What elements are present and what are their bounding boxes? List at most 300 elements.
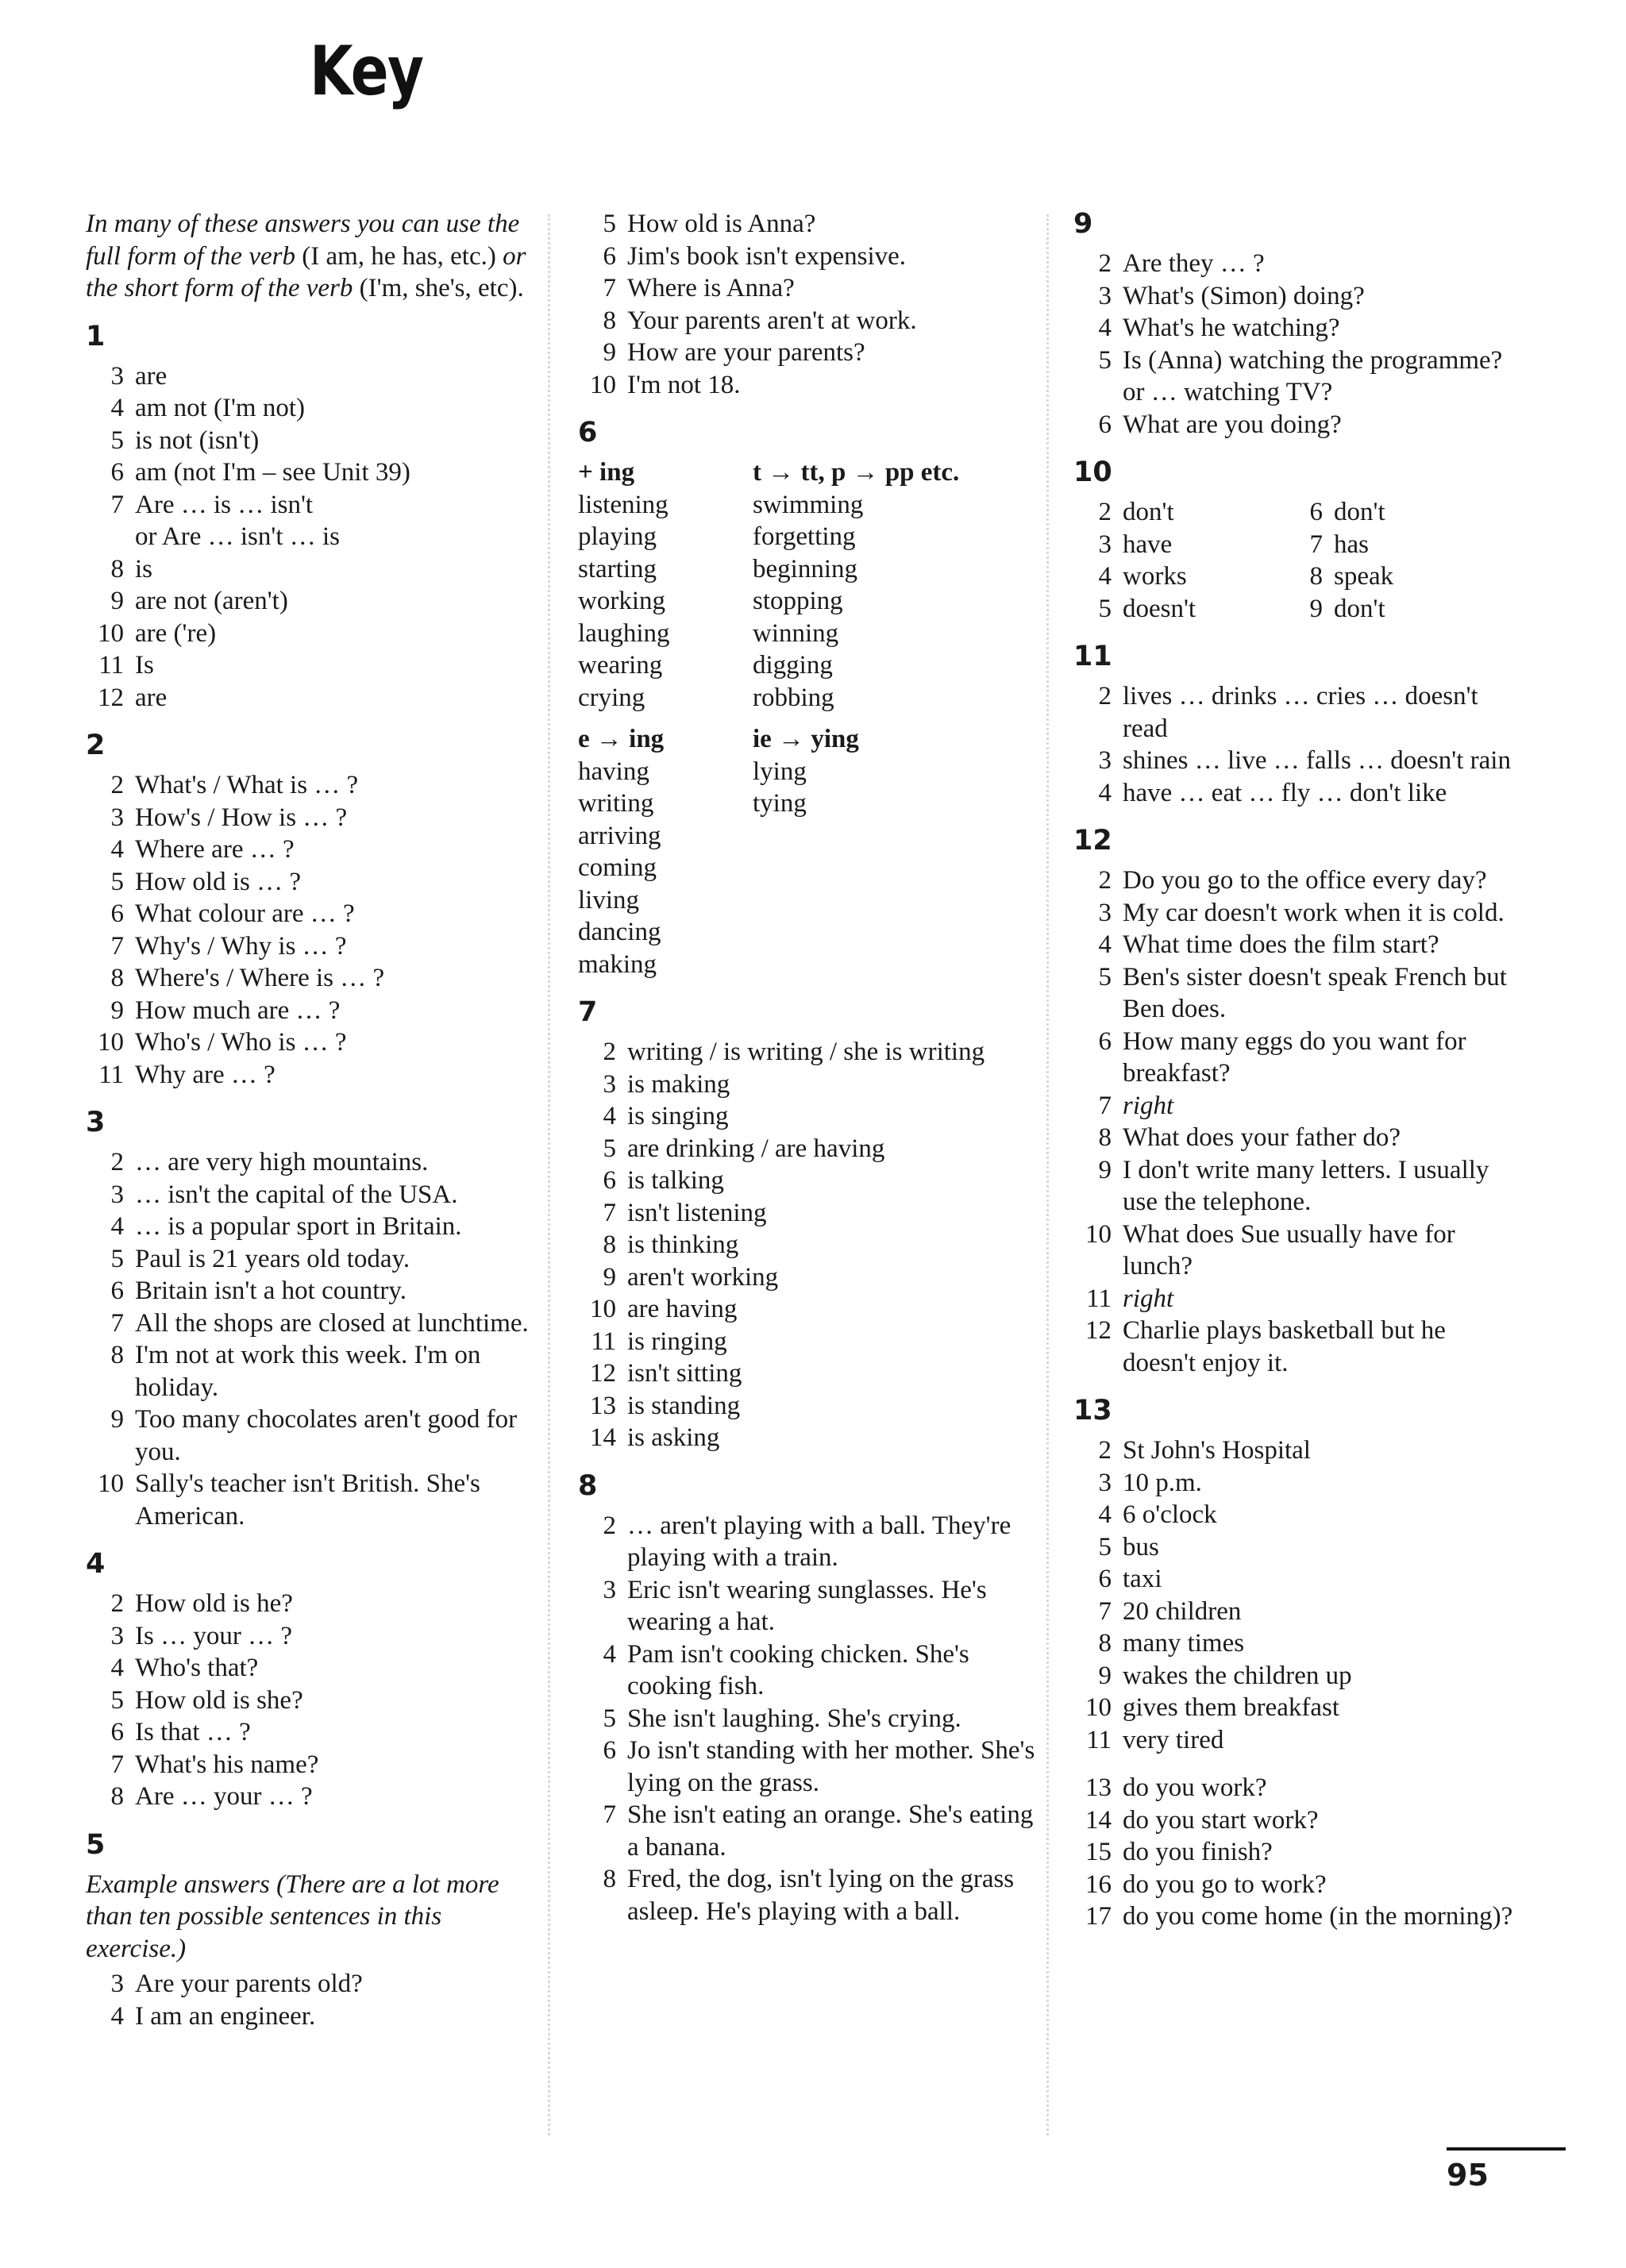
answer-item [1073,1836,1518,1869]
spelling-word: wearing [578,651,663,680]
answer-number: 10 [590,370,616,399]
answer-number: 2 [1098,1436,1112,1465]
answer-text: do you go to work? [1123,1869,1327,1899]
answer-text: Are they … ? [1123,249,1265,278]
answer-item [1073,1724,1518,1757]
spelling-word: lying [753,757,807,786]
answer-item [86,1211,530,1243]
answer-text: Is … your … ? [135,1621,292,1650]
section-heading-8: 8 [578,1469,598,1502]
column-2 [578,208,1046,1927]
answer-text: Is (Anna) watching the programme? or … watching TV? [1123,345,1503,406]
section-2-list [86,769,530,1091]
answer-number: 14 [1085,1805,1112,1835]
answer-item [1073,1315,1518,1379]
answer-item [1073,1531,1518,1564]
answer-text: … aren't playing with a ball. They're playing with a train. [627,1511,1011,1572]
answer-item [1073,1692,1518,1724]
answer-item [86,521,530,553]
answer-item [578,208,1046,241]
answer-number: 3 [110,803,124,832]
section-heading-3: 3 [86,1107,106,1138]
answer-item [578,1229,1046,1261]
answer-number: 10 [590,1295,616,1323]
answer-number: 8 [603,1230,616,1259]
answer-item [1073,280,1518,313]
answer-number: 2 [1098,866,1112,895]
answer-text: How old is he? [135,1589,293,1618]
answer-item [1073,897,1518,930]
section-heading-12: 12 [1073,825,1112,857]
answer-text: What are you doing? [1123,410,1342,439]
answer-text: is [135,554,153,583]
section-heading-6: 6 [578,417,598,449]
spelling-word: coming [578,853,657,882]
section-3-list [86,1146,530,1532]
answer-number: 16 [1085,1869,1112,1899]
answer-number: 5 [110,867,124,896]
answer-item [1073,1154,1518,1219]
answer-item [1073,929,1518,961]
answer-number: 10 [98,1028,124,1057]
answer-item [86,1307,530,1340]
answer-number: 3 [110,1621,124,1650]
column-1 [86,208,530,2032]
answer-item [86,425,530,457]
intro-note: In many of these answers you can use the full form of the verb (I am, he has, etc.) or the short form of the verb (I'm, she's, etc). [86,210,526,302]
answer-number: 6 [110,899,124,928]
spelling-word: laughing [578,618,670,648]
answer-text: wakes the children up [1123,1661,1352,1690]
answer-number: 3 [1098,746,1112,775]
answer-number: 11 [1086,1725,1112,1754]
answer-text: are drinking / are having [627,1134,885,1163]
answer-number: 4 [110,394,124,422]
answer-item [578,1293,1046,1326]
answer-text: Sally's teacher isn't British. She's American. [135,1469,480,1531]
spelling-column [578,756,753,981]
answer-number: 3 [110,361,124,391]
answer-item [1073,1026,1518,1090]
answer-text: taxi [1123,1565,1162,1593]
answer-number: 3 [603,1575,616,1604]
answer-number: 7 [1098,1596,1112,1626]
answer-number: 6 [1098,1565,1112,1593]
section-heading-5: 5 [86,1828,106,1861]
answer-number: 6 [603,1736,616,1765]
answer-number: 2 [110,1148,124,1176]
answer-item [1073,1283,1518,1315]
answer-text: Charlie plays basketball but he doesn't enjoy it. [1123,1316,1446,1377]
answer-text: Why's / Why is … ? [135,931,347,961]
answer-number: 2 [1098,249,1112,278]
answer-text: 6 o'clock [1123,1500,1217,1529]
answer-number: 4 [1098,778,1112,807]
answer-number: 5 [110,1244,124,1273]
answer-text: writing / is writing / she is writing [627,1038,985,1066]
section-heading-11: 11 [1073,641,1112,672]
answer-item [578,1261,1046,1294]
section-5-list-b [578,208,1046,401]
answer-number: 4 [1098,930,1112,959]
answer-text: have [1123,529,1173,559]
answer-item [1073,1219,1518,1283]
spelling-word: starting [578,554,657,583]
spelling-table-2 [578,723,1046,980]
answer-number: 3 [1098,281,1112,310]
answer-item [578,1422,1046,1454]
answer-text: Pam isn't cooking chicken. She's cooking fish. [627,1639,969,1700]
answer-number: 5 [1098,594,1112,623]
answer-text: is standing [627,1391,741,1420]
answer-item [1073,1596,1518,1628]
answer-text: is ringing [627,1327,727,1356]
answer-number: 17 [1085,1902,1112,1931]
answer-number: 6 [603,241,616,271]
answer-number: 9 [1098,1661,1112,1690]
answer-text: don't [1334,594,1385,623]
answer-item [578,1036,1046,1069]
answer-number: 3 [110,1180,124,1209]
answer-number: 9 [603,338,616,367]
answer-item [86,1275,530,1307]
section-heading-13: 13 [1073,1395,1112,1427]
answer-text: are having [627,1295,738,1323]
section-5-list-a [86,1968,530,2032]
answer-text: many times [1123,1629,1245,1658]
answer-item [86,1588,530,1620]
answer-number: 5 [1098,345,1112,375]
answer-text: I'm not 18. [627,370,741,399]
spelling-word: tying [753,789,807,818]
answer-text: All the shops are closed at lunchtime. [135,1308,529,1338]
answer-text: What's / What is … ? [135,771,359,799]
answer-number: 13 [1085,1773,1112,1802]
spelling-word: stopping [753,587,843,615]
answer-item [86,1781,530,1813]
answer-number: 7 [1098,1091,1112,1120]
answer-text: How much are … ? [135,995,341,1025]
answer-number: 11 [98,651,124,680]
section-5-note: Example answers (There are a lot more than ten possible sentences in this exercise.) [86,1869,499,1963]
answer-text: She isn't laughing. She's crying. [627,1704,961,1733]
spelling-word: writing [578,789,654,818]
answer-text: I don't write many letters. I usually use the telephone. [1123,1155,1489,1216]
answer-number: 2 [603,1038,616,1066]
answer-item [1073,1090,1518,1122]
answer-text: … isn't the capital of the USA. [135,1180,458,1209]
spelling-word: swimming [753,490,864,519]
answer-item [86,962,530,995]
answer-item [86,2000,530,2033]
answer-text: are not (aren't) [135,587,288,615]
answer-text: do you come home (in the morning)? [1123,1902,1513,1931]
answer-text: aren't working [627,1262,779,1292]
section-1-list [86,360,530,714]
answer-text: How are your parents? [627,338,865,367]
answer-item [86,1243,530,1276]
answer-number: 9 [1309,594,1323,623]
section-heading-9: 9 [1073,208,1093,240]
answer-item [1073,248,1518,280]
answer-number: 10 [98,1469,124,1498]
answer-number: 4 [1098,1500,1112,1529]
answer-text: are [135,683,168,712]
answer-number: 6 [110,1276,124,1305]
answer-text: … are very high mountains. [135,1148,429,1176]
spelling-header: + ing [578,458,635,487]
answer-item [1073,1804,1518,1837]
answer-number: 8 [603,306,616,335]
answer-item [578,1799,1046,1863]
spelling-word: forgetting [753,522,856,551]
answer-number: 6 [110,458,124,487]
answer-text: Your parents aren't at work. [627,306,917,335]
answer-number: 2 [1098,498,1112,526]
answer-number: 5 [1098,962,1112,992]
answer-number: 4 [1098,562,1112,591]
answer-item [1073,1869,1518,1901]
answer-number: 8 [110,554,124,583]
answer-number: 4 [110,835,124,864]
answer-item [578,1069,1046,1101]
answer-text: Are … is … isn't [135,490,314,519]
answer-number: 11 [1086,1284,1112,1313]
column-divider [548,214,550,2135]
section-heading-10: 10 [1073,456,1112,488]
answer-number: 5 [110,1685,124,1715]
answer-text: How old is Anna? [627,210,816,238]
answer-number: 2 [603,1511,616,1540]
answer-text: Ben's sister doesn't speak French but Ben does. [1123,962,1507,1023]
answer-item [578,1703,1046,1735]
answer-item [578,337,1046,369]
answer-text: isn't sitting [627,1359,742,1388]
answer-text: speak [1334,562,1394,591]
answer-item [578,272,1046,305]
answer-text: How's / How is … ? [135,803,348,832]
answer-number: 7 [603,274,616,302]
answer-number: 7 [110,1750,124,1779]
answer-text: don't [1123,498,1174,526]
answer-item [86,1620,530,1653]
answer-text: bus [1123,1532,1159,1561]
answer-text: What's he watching? [1123,314,1340,342]
answer-item [1073,1122,1518,1154]
answer-text: isn't listening [627,1198,767,1227]
answer-text: 20 children [1123,1596,1242,1626]
answer-text: How old is she? [135,1685,303,1715]
answer-item [86,618,530,650]
answer-item [86,834,530,866]
answer-number: 8 [110,964,124,992]
answer-text: do you finish? [1123,1838,1273,1866]
answer-item [1073,1563,1518,1596]
answer-item [86,1026,530,1059]
answer-number: 4 [110,2001,124,2031]
section-13-list-a [1073,1434,1518,1756]
answer-number: 7 [110,1308,124,1338]
answer-number: 8 [1309,562,1323,591]
answer-text: Eric isn't wearing sunglasses. He's wearing a hat. [627,1575,987,1636]
answer-item [86,1404,530,1468]
answer-number: 6 [1309,498,1323,526]
spelling-word: making [578,949,657,979]
answer-text: Where is Anna? [627,274,795,302]
answer-text: What does your father do? [1123,1123,1401,1152]
answer-number: 13 [590,1391,616,1420]
answer-text: Who's / Who is … ? [135,1028,347,1057]
spelling-word: robbing [753,683,834,712]
answer-item [86,456,530,489]
answer-number: 2 [1098,682,1112,710]
answer-item [578,1735,1046,1799]
spelling-word: crying [578,683,645,712]
answer-item [1073,409,1518,441]
answer-number: 9 [1098,1155,1112,1184]
answer-number: 2 [110,1589,124,1618]
answer-text: have … eat … fly … don't like [1123,778,1447,807]
answer-item [86,930,530,963]
answer-text: gives them breakfast [1123,1693,1340,1722]
section-8-list [578,1510,1046,1928]
answer-number: 7 [603,1198,616,1227]
answer-number: 9 [110,587,124,615]
answer-text: is talking [627,1166,724,1195]
answer-item [578,1638,1046,1703]
spelling-word: dancing [578,918,661,946]
answer-number: 3 [110,1970,124,1998]
page-number-rule [1447,2147,1566,2151]
answer-item [578,1133,1046,1165]
answer-text: What colour are … ? [135,899,355,928]
answer-text: Are your parents old? [135,1970,363,1998]
answer-text: are ('re) [135,618,217,648]
spelling-column [578,489,753,714]
answer-item [86,1716,530,1749]
answer-text: doesn't [1123,594,1196,623]
spelling-word: arriving [578,821,661,850]
answer-number: 5 [1098,1532,1112,1561]
answer-text: Who's that? [135,1654,259,1682]
answer-text: How many eggs do you want for breakfast? [1123,1026,1466,1088]
section-9-list [1073,248,1518,441]
answer-number: 4 [1098,314,1112,342]
answer-item [86,489,530,522]
answer-item [578,1863,1046,1927]
section-heading-2: 2 [86,730,106,761]
answer-item [86,1652,530,1685]
spelling-word: living [578,885,640,915]
answer-text: Britain isn't a hot country. [135,1276,407,1305]
answer-number: 3 [1098,529,1112,559]
answer-number: 5 [603,1134,616,1163]
answer-text: shines … live … falls … doesn't rain [1123,746,1511,775]
answer-item [578,1510,1046,1574]
answer-text: Where's / Where is … ? [135,964,385,992]
answer-text: is thinking [627,1230,739,1259]
answer-item [86,1685,530,1717]
answer-number: 12 [1085,1316,1112,1345]
answer-number: 8 [1098,1123,1112,1152]
column-divider [1046,214,1049,2135]
answer-number: 5 [603,1704,616,1733]
spelling-column [753,489,1046,714]
answer-text: is asking [627,1423,720,1452]
answer-number: 9 [603,1262,616,1292]
answer-number: 2 [110,771,124,799]
answer-text: works [1123,562,1187,591]
answer-text: Is that … ? [135,1718,251,1746]
answer-item [86,898,530,930]
answer-item [1073,1499,1518,1531]
answer-text: Are … your … ? [135,1782,313,1811]
answer-item [86,802,530,834]
answer-number: 4 [110,1212,124,1241]
answer-number: 3 [603,1069,616,1099]
answer-number: 8 [110,1341,124,1369]
section-13-list-b [1073,1772,1518,1933]
answer-item [1073,961,1518,1026]
answer-number: 7 [1309,529,1323,559]
answer-text: Why are … ? [135,1060,275,1089]
answer-number: 3 [1098,1468,1112,1497]
spelling-word: working [578,587,665,615]
answer-item [578,1197,1046,1230]
answer-number: 10 [1085,1219,1112,1249]
answer-item [578,1326,1046,1358]
answer-text: do you start work? [1123,1805,1319,1835]
section-heading-7: 7 [578,996,598,1028]
answer-text: do you work? [1123,1773,1267,1802]
answer-text: is not (isn't) [135,425,260,455]
spelling-column [753,756,1046,981]
answer-item [86,1468,530,1532]
answer-text: Jo isn't standing with her mother. She's lying on the grass. [627,1736,1035,1797]
spelling-word: playing [578,522,657,551]
answer-item [86,553,530,586]
section-heading-4: 4 [86,1548,106,1580]
spelling-header: ie → ying [753,725,859,753]
answer-number: 7 [110,490,124,519]
answer-text: She isn't eating an orange. She's eating a banana. [627,1800,1034,1862]
answer-text: is making [627,1069,730,1099]
spelling-word: winning [753,618,839,648]
spelling-word: digging [753,651,833,680]
answer-number: 10 [98,618,124,648]
answer-text: right [1123,1284,1174,1313]
answer-item [86,585,530,618]
answer-text: What's his name? [135,1750,319,1779]
section-12-list [1073,864,1518,1379]
answer-number: 11 [591,1327,616,1356]
spelling-table-1 [578,456,1046,714]
answer-item [1073,1660,1518,1692]
answer-number: 4 [110,1654,124,1682]
answer-number: 6 [1098,410,1112,439]
answer-number: 12 [590,1359,616,1388]
answer-item [1073,680,1518,745]
answer-number: 8 [603,1865,616,1893]
column-3 [1073,208,1518,1933]
section-10-list [1073,496,1518,625]
answer-number: 7 [110,931,124,961]
answer-text: How old is … ? [135,867,301,896]
answer-item [86,1749,530,1781]
answer-text: don't [1334,498,1385,526]
spelling-word: having [578,757,649,786]
answer-text: Where are … ? [135,835,295,864]
